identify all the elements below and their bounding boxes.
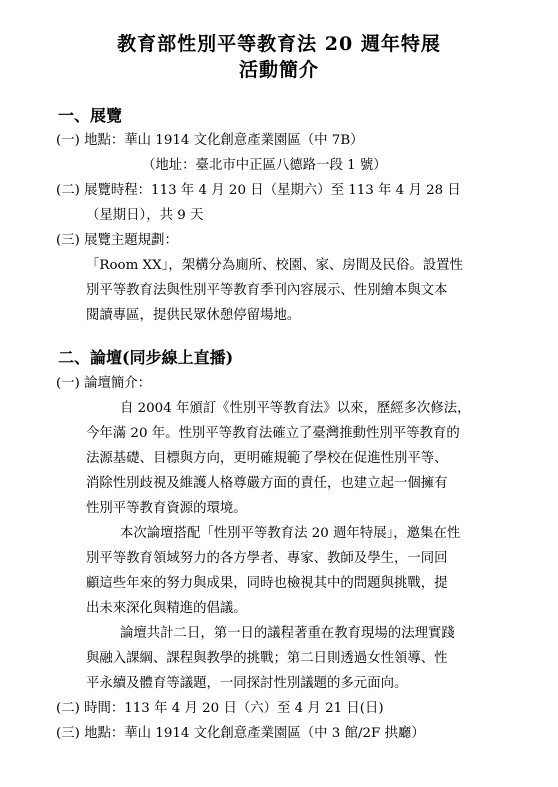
forum-intro-text: 消除性別歧視及維護人格尊嚴方面的責任，也建立起一個擁有	[86, 476, 448, 491]
forum-intro-text: 性別平等教育資源的環境。	[86, 501, 247, 516]
forum-intro-label: (一) 論壇簡介：	[56, 376, 152, 391]
document-subtitle: 活動簡介	[238, 59, 319, 81]
forum-intro-text: 別平等教育領域努力的各方學者、專家、教師及學生，一同回	[86, 551, 448, 566]
section-heading-exhibition: 一、展覽	[58, 106, 123, 125]
document-title: 教育部性別平等教育法 20 週年特展	[117, 33, 441, 55]
forum-intro-text: 顧這些年來的努力與成果，同時也檢視其中的問題與挑戰，提	[86, 576, 448, 591]
exhibition-location: (一) 地點：華山 1914 文化創意產業園區（中 7B）	[56, 133, 364, 148]
forum-intro-text: 平永續及體育等議題，一同探討性別議題的多元面向。	[86, 676, 408, 691]
section-heading-forum: 二、論壇(同步線上直播)	[58, 348, 234, 367]
exhibition-address: （地址：臺北市中正區八德路一段 1 號）	[142, 158, 387, 173]
forum-intro-text: 出未來深化與精進的倡議。	[86, 601, 247, 616]
exhibition-theme-text: 別平等教育法與性別平等教育季刊內容展示、性別繪本與文本	[86, 283, 448, 298]
exhibition-theme-label: (三) 展覽主題規劃：	[56, 233, 178, 248]
exhibition-schedule-cont: （星期日），共 9 天	[86, 208, 204, 223]
forum-intro-text: 今年滿 20 年。性別平等教育法確立了臺灣推動性別平等教育的	[86, 426, 460, 441]
forum-intro-text: 法源基礎、目標與方向，更明確規範了學校在促進性別平等、	[86, 451, 448, 466]
exhibition-schedule: (二) 展覽時程：113 年 4 月 20 日（星期六）至 113 年 4 月 28 日	[56, 183, 461, 198]
forum-intro-text: 本次論壇搭配「性別平等教育法 20 週年特展」，邀集在性	[120, 526, 461, 541]
forum-intro-text: 論壇共計二日，第一日的議程著重在教育現場的法理實踐	[120, 626, 455, 641]
forum-intro-text: 自 2004 年頒訂《性別平等教育法》以來，歷經多次修法，	[120, 401, 471, 416]
exhibition-theme-text: 閱讀專區，提供民眾休憩停留場地。	[86, 308, 301, 323]
forum-location: (三) 地點：華山 1914 文化創意產業園區（中 3 館/2F 拱廳）	[56, 726, 425, 741]
exhibition-theme-text: 「Room XX」，架構分為廁所、校園、家、房間及民俗。設置性	[86, 258, 463, 273]
forum-time: (二) 時間：113 年 4 月 20 日（六）至 4 月 21 日(日)	[56, 701, 384, 716]
forum-intro-text: 與融入課綱、課程與教學的挑戰；第二日則透過女性領導、性	[86, 651, 448, 666]
